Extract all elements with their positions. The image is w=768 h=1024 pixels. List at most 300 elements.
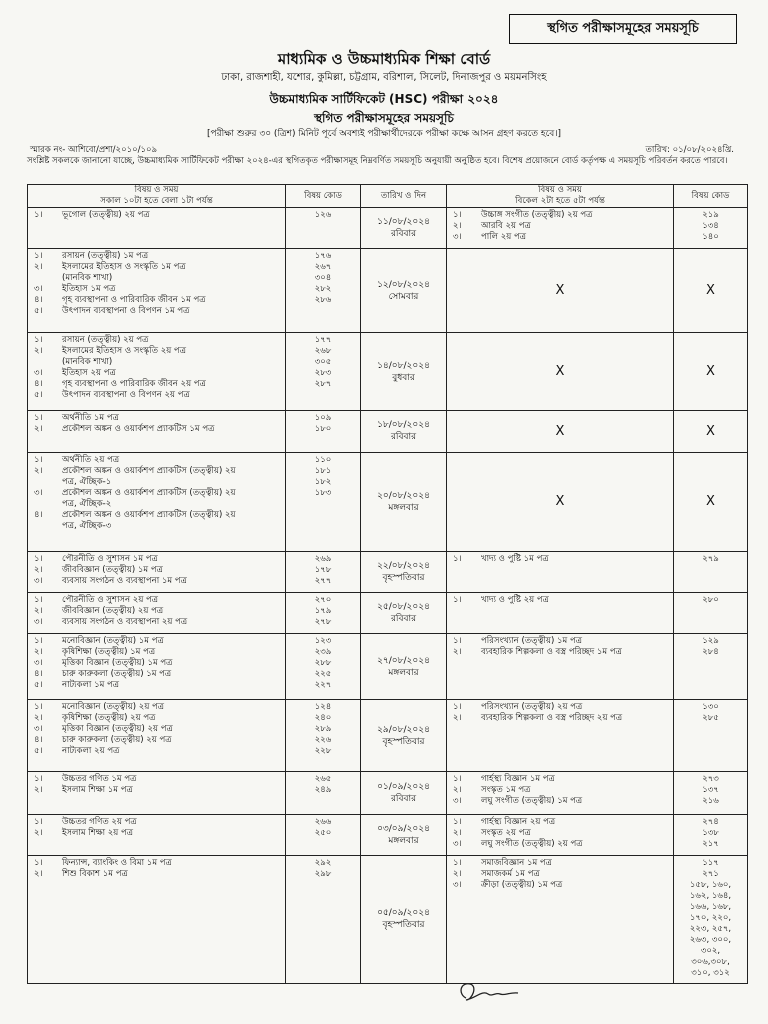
subject-number: ২। (34, 868, 43, 879)
subject-code: ২৬৯ (314, 553, 332, 564)
exam-date: ০৫/০৯/২০২৪ (377, 908, 430, 919)
subject-name: জীববিজ্ঞান (তত্ত্বীয়) ২য় পত্র (62, 605, 164, 616)
subject-line (28, 357, 285, 368)
subject-code: ২৮৭ (314, 378, 332, 389)
date-day-cell (361, 332, 447, 410)
subject-line (28, 636, 285, 647)
no-exam-mark: X (706, 364, 715, 380)
header-afternoon-line2: বিকেল ২টা হতে ৫টা পর্যন্ত (515, 196, 605, 206)
subject-number: ৫। (34, 680, 43, 691)
subject-line (28, 368, 285, 379)
subject-code: ২৭৩ (702, 774, 719, 785)
subject-name: ব্যবহারিক শিল্পকলা ও বস্ত্র পরিচ্ছদ ২য় পত্র (481, 713, 623, 724)
subject-line (28, 379, 285, 390)
subject-number: ৩। (34, 724, 43, 735)
no-exam-mark: X (706, 494, 715, 510)
subject-name: প্রকৌশল অঙ্কন ও ওয়ার্কশপ প্র্যাকটিস (তত্ত্বীয়) ২য় (62, 509, 236, 520)
subject-number: ৩। (34, 616, 43, 627)
subject-name: ইসলামের ইতিহাস ও সংস্কৃতি ২য় পত্র (62, 345, 186, 356)
exam-day: বৃহস্পতিবার (382, 736, 425, 747)
subject-code: ২১৬ (702, 796, 719, 807)
date-day-cell (361, 592, 447, 633)
subject-code: ২৭১ (702, 868, 719, 879)
subject-number: ৩। (34, 658, 43, 669)
header-code: বিষয় কোড (286, 185, 361, 208)
exam-date: ১৪/০৮/২০২৪ (377, 360, 430, 371)
date-day-cell (361, 249, 447, 333)
subject-code: ২২৫ (314, 669, 332, 680)
subject-line (28, 499, 285, 510)
subject-line (28, 390, 285, 401)
subject-code: ১৮০ (314, 424, 332, 435)
date-day-cell (361, 700, 447, 772)
subject-number: ১। (34, 857, 43, 868)
subject-name: মনোবিজ্ঞান (তত্ত্বীয়) ১ম পত্র (62, 636, 164, 647)
morning-codes-cell (286, 772, 361, 814)
subject-code: ২৮৩ (314, 367, 332, 378)
subject-name: খাদ্য ও পুষ্টি ১ম পত্র (481, 553, 549, 564)
exam-date: ২০/০৮/২০২৪ (377, 490, 430, 501)
date-day-cell (361, 411, 447, 452)
subject-code: ২১৭ (702, 838, 719, 849)
subject-name: চারু কারুকলা (তত্ত্বীয়) ২য় পত্র (62, 735, 172, 746)
subject-name: ইসলামের ইতিহাস ও সংস্কৃতি ১ম পত্র (62, 262, 186, 273)
subject-number: ২। (34, 262, 43, 273)
subject-line (447, 858, 673, 869)
subject-name: প্রকৌশল অঙ্কন ও ওয়ার্কশপ প্র্যাকটিস (তত্ত্বীয়) ২য় (62, 487, 236, 498)
morning-subjects-cell (28, 772, 286, 814)
subject-name: মৃত্তিকা বিজ্ঞান (তত্ত্বীয়) ১ম পত্র (62, 658, 173, 669)
table-row (28, 814, 748, 855)
subject-line (28, 284, 285, 295)
subject-code: ২৯২ (314, 857, 332, 868)
subject-number: ১। (34, 553, 43, 564)
subject-number: ৩। (34, 367, 43, 378)
subject-name: মনোবিজ্ঞান (তত্ত্বীয়) ২য় পত্র (62, 702, 165, 713)
subject-name: জীববিজ্ঞান (তত্ত্বীয়) ১ম পত্র (62, 564, 163, 575)
subject-name: পালি ২য় পত্র (481, 232, 526, 242)
exam-date: ১১/০৮/২০২৪ (377, 217, 430, 228)
subject-number: ৩। (453, 232, 462, 242)
afternoon-subjects-cell (447, 592, 674, 633)
subject-name: ব্যবসায় সংগঠন ও ব্যবস্থাপনা ১ম পত্র (62, 575, 187, 586)
morning-codes-cell (286, 592, 361, 633)
subject-code: ২২৬ (314, 735, 332, 746)
header-morning-line2: সকাল ১০টা হতে বেলা ১টা পর্যন্ত (100, 196, 213, 206)
subject-line (28, 647, 285, 658)
subject-code: ১৫৮, ১৬০, (689, 879, 732, 890)
subject-name: গার্হস্থ্য বিজ্ঞান ১ম পত্র (481, 774, 555, 785)
subject-name: গার্হস্থ্য বিজ্ঞান ২য় পত্র (481, 816, 556, 827)
morning-codes-cell (286, 208, 361, 249)
subject-code: ২৮৫ (702, 713, 719, 724)
signature (452, 976, 522, 1006)
table-row (28, 855, 748, 983)
morning-subjects-cell (28, 592, 286, 633)
morning-subjects-cell (28, 452, 286, 551)
exam-day: বৃহস্পতিবার (382, 572, 425, 583)
morning-codes-cell (286, 634, 361, 700)
subject-number: ৩। (34, 284, 43, 295)
header-morning (28, 185, 286, 208)
subject-name: পরিসংখ্যান (তত্ত্বীয়) ২য় পত্র (481, 702, 583, 713)
subject-line (28, 565, 285, 576)
subject-name: গৃহ ব্যবস্থাপনা ও পারিবারিক জীবন ২য় পত্র (62, 378, 206, 389)
subject-line (28, 858, 285, 869)
subject-name: ভূগোল (তত্ত্বীয়) ২য় পত্র (62, 210, 150, 220)
morning-subjects-cell (28, 634, 286, 700)
subject-line (447, 636, 673, 647)
subject-code: ২২৩, ২৫৭, (689, 923, 732, 934)
subject-number: ১। (34, 334, 43, 345)
subject-code: ২৬৫ (314, 774, 332, 785)
subject-code: ২৭০ (314, 594, 332, 605)
subject-name: ইতিহাস ২য় পত্র (62, 367, 116, 378)
subject-code: ২২৭ (314, 680, 332, 691)
subject-code: ২৭৭ (314, 575, 332, 586)
subject-number: ৩। (34, 487, 43, 498)
header-afternoon-line1: বিষয় ও সময় (538, 185, 582, 195)
afternoon-codes-cell (674, 411, 748, 452)
afternoon-codes-cell (674, 208, 748, 249)
subject-code: ৩০৫ (314, 356, 332, 367)
subject-name: লঘু সংগীত (তত্ত্বীয়) ১ম পত্র (481, 796, 583, 807)
subject-name: সংস্কৃত ১ম পত্র (481, 785, 531, 796)
table-row (28, 208, 748, 249)
date-day-cell (361, 772, 447, 814)
exam-day: রবিবার (390, 613, 417, 624)
subject-number: ২। (34, 827, 43, 838)
subject-number: ৩। (453, 796, 462, 807)
subject-name: পত্র, ঐচ্ছিক-২ (62, 498, 112, 509)
morning-codes-cell (286, 249, 361, 333)
subject-number: ২। (453, 785, 462, 796)
morning-codes-cell (286, 452, 361, 551)
exam-date: ২৫/০৮/২০২৪ (377, 601, 430, 612)
exam-date: ২৭/০৮/২০২৪ (377, 655, 430, 666)
subject-code: ১১৭ (702, 857, 719, 868)
subject-name: নাট্যকলা ২য় পত্র (62, 746, 120, 757)
memo-number: স্মারক নং- আশিবো/প্রশা/২০১০/১০৯ (30, 145, 158, 155)
exam-day: মঙ্গলবার (388, 502, 419, 513)
subject-line (28, 251, 285, 262)
subject-line (28, 521, 285, 532)
subject-code: ১৭৯ (314, 605, 332, 616)
subject-code: ১৬২, ১৬৪, (689, 890, 732, 901)
afternoon-subjects-cell (447, 249, 674, 333)
subject-name: উচ্চতর গণিত ১ম পত্র (62, 774, 137, 785)
subject-line (28, 210, 285, 221)
exam-date: ১২/০৮/২০২৪ (377, 279, 430, 290)
table-row (28, 592, 748, 633)
subject-number: ২। (34, 785, 43, 796)
subject-name: আরবি ২য় পত্র (481, 221, 531, 231)
schedule-title: স্থগিত পরীক্ষাসমূহের সময়সূচি (314, 111, 454, 125)
intro-paragraph: সংশ্লিষ্ট সকলকে জানানো যাচ্ছে, উচ্চমাধ্যমিক সার্টিফিকেট পরীক্ষা ২০২৪-এর স্থগিতকৃত পরীক্ষাসমূহ নিম্নবর্ণিত সময়সূচি অনুযায়ী অনুষ্ঠিত হবে। বিশেষ প্রয়োজনে বোর্ড কর্তৃপক্ষ এ সময়সূচি পরিবর্তন করতে পারবে। (27, 156, 728, 166)
subject-name: ক্রীড়া (তত্ত্বীয়) ১ম পত্র (481, 879, 563, 890)
subject-name: চারু কারুকলা (তত্ত্বীয়) ১ম পত্র (62, 669, 172, 680)
subject-name: রসায়ন (তত্ত্বীয়) ১ম পত্র (62, 251, 149, 262)
morning-codes-cell (286, 332, 361, 410)
date-day-cell (361, 551, 447, 592)
subject-number: ৪। (34, 669, 43, 680)
subject-line (28, 746, 285, 757)
subject-line (28, 669, 285, 680)
subject-code: ২১৯ (702, 210, 719, 220)
subject-line (447, 595, 673, 606)
morning-codes-cell (286, 855, 361, 983)
subject-code: ৩০৬,৩০৮, (691, 956, 730, 967)
subject-number (28, 357, 62, 368)
subject-code: ২৮৬ (314, 295, 332, 306)
subject-code: ১৩০ (702, 702, 719, 713)
subject-name: ব্যবসায় সংগঠন ও ব্যবস্থাপনা ২য় পত্র (62, 616, 188, 627)
no-exam-mark: X (555, 364, 565, 380)
subject-number: ২। (34, 345, 43, 356)
subject-name: ফিন্যান্স, ব্যাংকিং ও বিমা ১ম পত্র (62, 857, 172, 868)
subject-name: কৃষিশিক্ষা (তত্ত্বীয়) ১ম পত্র (62, 647, 156, 658)
subject-code: ২৮০ (702, 594, 719, 605)
subject-number (28, 499, 62, 510)
subject-line (447, 554, 673, 565)
subject-number: ১। (34, 816, 43, 827)
subject-line (447, 774, 673, 785)
subject-name: উচ্চাঙ্গ সংগীত (তত্ত্বীয়) ২য় পত্র (481, 210, 593, 220)
subject-name: সংস্কৃত ২য় পত্র (481, 827, 531, 838)
subject-code: ১৭০, ২২০, (689, 912, 732, 923)
subject-number: ১। (34, 636, 43, 647)
no-exam-mark: X (555, 283, 565, 299)
header-code-2: বিষয় কোড (674, 185, 748, 208)
no-exam-mark: X (555, 494, 565, 510)
subject-name: (মানবিক শাখা) (62, 356, 113, 367)
no-exam-mark: X (706, 423, 715, 439)
subject-number: ৩। (34, 575, 43, 586)
subject-code: ২৯৮ (314, 868, 332, 879)
subject-number: ১। (34, 702, 43, 713)
afternoon-codes-cell (674, 634, 748, 700)
subject-line (447, 839, 673, 850)
subject-code: ৩১০, ৩১২ (691, 967, 730, 978)
afternoon-subjects-cell (447, 772, 674, 814)
subject-code: ১৪০ (702, 232, 719, 242)
afternoon-subjects-cell (447, 332, 674, 410)
subject-line (28, 413, 285, 424)
subject-line (28, 346, 285, 357)
subject-code: ২৮৪ (702, 647, 719, 658)
afternoon-subjects-cell (447, 700, 674, 772)
subject-number: ২। (34, 424, 43, 435)
subject-code: ২৭৯ (702, 553, 719, 564)
subject-number: ১। (34, 454, 43, 465)
subject-code: ১২৩ (314, 636, 332, 647)
subject-number: ১। (453, 857, 462, 868)
board-name: মাধ্যমিক ও উচ্চমাধ্যমিক শিক্ষা বোর্ড (277, 50, 491, 68)
subject-line (28, 735, 285, 746)
subject-line (447, 817, 673, 828)
subject-number: ২। (453, 868, 462, 879)
subject-name: ইসলাম শিক্ষা ২য় পত্র (62, 827, 134, 838)
afternoon-codes-cell (674, 855, 748, 983)
afternoon-codes-cell (674, 814, 748, 855)
exam-day: মঙ্গলবার (388, 667, 419, 678)
no-exam-mark: X (706, 283, 715, 299)
exam-day: রবিবার (390, 432, 417, 443)
subject-line (28, 606, 285, 617)
subject-name: উৎপাদন ব্যবস্থাপনা ও বিপণন ২য় পত্র (62, 389, 190, 400)
subject-name: লঘু সংগীত (তত্ত্বীয়) ২য় পত্র (481, 838, 583, 849)
subject-number: ৩। (453, 879, 462, 890)
subject-number: ২। (34, 605, 43, 616)
subject-line (447, 221, 673, 232)
header-date-day: তারিখ ও দিন (361, 185, 447, 208)
subject-line (28, 466, 285, 477)
subject-line (28, 869, 285, 880)
no-exam-mark: X (555, 423, 565, 439)
subject-name: ইসলাম শিক্ষা ১ম পত্র (62, 785, 133, 796)
subject-code: ১১০ (314, 454, 332, 465)
subject-number: ৫। (34, 389, 43, 400)
subject-number: ৫। (34, 746, 43, 757)
subject-line (28, 774, 285, 785)
subject-number: ২। (453, 713, 462, 724)
subject-line (447, 647, 673, 658)
exam-day: বুধবার (392, 372, 415, 383)
subject-code: ২৩৯ (314, 647, 332, 658)
afternoon-codes-cell (674, 452, 748, 551)
subject-name: অর্থনীতি ১ম পত্র (62, 413, 119, 424)
subject-number: ৩। (453, 838, 462, 849)
table-row (28, 634, 748, 700)
instruction-note: [পরীক্ষা শুরুর ৩০ (ত্রিশ) মিনিট পূর্বে অবশ্যই পরীক্ষার্থীদেরকে পরীক্ষা কক্ষে আসন গ্রহণ করতে হবে।] (207, 129, 561, 139)
subject-code: ২৮৯ (314, 724, 332, 735)
subject-line (28, 262, 285, 273)
afternoon-subjects-cell (447, 411, 674, 452)
table-row (28, 249, 748, 333)
afternoon-codes-cell (674, 772, 748, 814)
subject-number: ৫। (34, 306, 43, 317)
subject-code: ২৭৪ (702, 816, 719, 827)
subject-name: পরিসংখ্যান (তত্ত্বীয়) ১ম পত্র (481, 636, 582, 647)
subject-code: ১৮২ (314, 476, 332, 487)
subject-line (28, 595, 285, 606)
subject-name: (মানবিক শাখা) (62, 273, 113, 284)
date-day-cell (361, 634, 447, 700)
boxed-title: স্থগিত পরীক্ষাসমূহের সময়সূচি (509, 14, 737, 44)
subject-name: ইতিহাস ১ম পত্র (62, 284, 116, 295)
subject-line (28, 702, 285, 713)
subject-number: ১। (453, 816, 462, 827)
exam-date: ২২/০৮/২০২৪ (377, 560, 430, 571)
subject-name: গৃহ ব্যবস্থাপনা ও পারিবারিক জীবন ১ম পত্র (62, 295, 206, 306)
afternoon-codes-cell (674, 551, 748, 592)
morning-subjects-cell (28, 411, 286, 452)
subject-code: ১২৪ (314, 702, 332, 713)
table-row (28, 411, 748, 452)
morning-codes-cell (286, 411, 361, 452)
subject-number: ১। (34, 210, 43, 220)
subject-code: ১৩৮ (702, 827, 719, 838)
header-afternoon (447, 185, 674, 208)
subject-name: সমাজবিজ্ঞান ১ম পত্র (481, 857, 552, 868)
morning-subjects-cell (28, 208, 286, 249)
subject-number: ২। (34, 647, 43, 658)
subject-line (28, 713, 285, 724)
subject-line (28, 617, 285, 628)
exam-day: রবিবার (390, 229, 417, 240)
subject-number: ৪। (34, 295, 43, 306)
subject-line (28, 658, 285, 669)
exam-date: ২৯/০৮/২০২৪ (377, 724, 430, 735)
subject-line (28, 335, 285, 346)
subject-line (447, 702, 673, 713)
subject-name: উৎপাদন ব্যবস্থাপনা ও বিপণন ১ম পত্র (62, 306, 190, 317)
subject-code: ১২৯ (702, 636, 719, 647)
subject-number: ১। (34, 594, 43, 605)
exam-day: সোমবার (388, 291, 419, 302)
morning-subjects-cell (28, 814, 286, 855)
afternoon-subjects-cell (447, 855, 674, 983)
morning-codes-cell (286, 700, 361, 772)
subject-line (28, 295, 285, 306)
subject-code: ২৬৬ (314, 816, 332, 827)
exam-day: রবিবার (390, 794, 417, 805)
subject-code: ২৫০ (314, 827, 332, 838)
morning-subjects-cell (28, 855, 286, 983)
subject-code: ১৭৬ (314, 251, 332, 262)
table-row (28, 452, 748, 551)
memo-date: তারিখ: ০১/০৮/২০২৪খ্রি. (645, 145, 734, 155)
subject-line (447, 785, 673, 796)
subject-code: ২৬৮ (314, 345, 332, 356)
subject-number: ১। (453, 210, 462, 220)
subject-line (28, 554, 285, 565)
subject-code: ১৮৩ (314, 487, 332, 498)
afternoon-subjects-cell (447, 208, 674, 249)
subject-number: ২। (453, 221, 462, 231)
subject-number: ১। (453, 702, 462, 713)
subject-code: ১২৬ (314, 210, 332, 220)
exam-day: মঙ্গলবার (388, 835, 419, 846)
morning-subjects-cell (28, 700, 286, 772)
subject-line (28, 828, 285, 839)
subject-name: নাট্যকলা ১ম পত্র (62, 680, 120, 691)
subject-number: ২। (453, 827, 462, 838)
subject-line (447, 210, 673, 221)
subject-name: সমাজকর্ম ১ম পত্র (481, 868, 540, 879)
subject-line (28, 273, 285, 284)
schedule-body (28, 208, 748, 984)
table-row (28, 332, 748, 410)
morning-codes-cell (286, 551, 361, 592)
subject-number: ১। (453, 594, 462, 605)
subject-line (28, 306, 285, 317)
table-row (28, 700, 748, 772)
subject-number: ২। (34, 564, 43, 575)
subject-code: ৩০২, (700, 945, 721, 956)
afternoon-codes-cell (674, 592, 748, 633)
subject-code: ২৮৮ (314, 658, 332, 669)
subject-code: ১৩৭ (702, 785, 719, 796)
subject-line (447, 869, 673, 880)
subject-line (28, 510, 285, 521)
exam-name: উচ্চমাধ্যমিক সার্টিফিকেট (HSC) পরীক্ষা ২০২৪ (269, 92, 499, 106)
afternoon-subjects-cell (447, 551, 674, 592)
afternoon-codes-cell (674, 700, 748, 772)
date-day-cell (361, 855, 447, 983)
subject-number (28, 273, 62, 284)
exam-date: ০৩/০৯/২০২৪ (377, 823, 430, 834)
